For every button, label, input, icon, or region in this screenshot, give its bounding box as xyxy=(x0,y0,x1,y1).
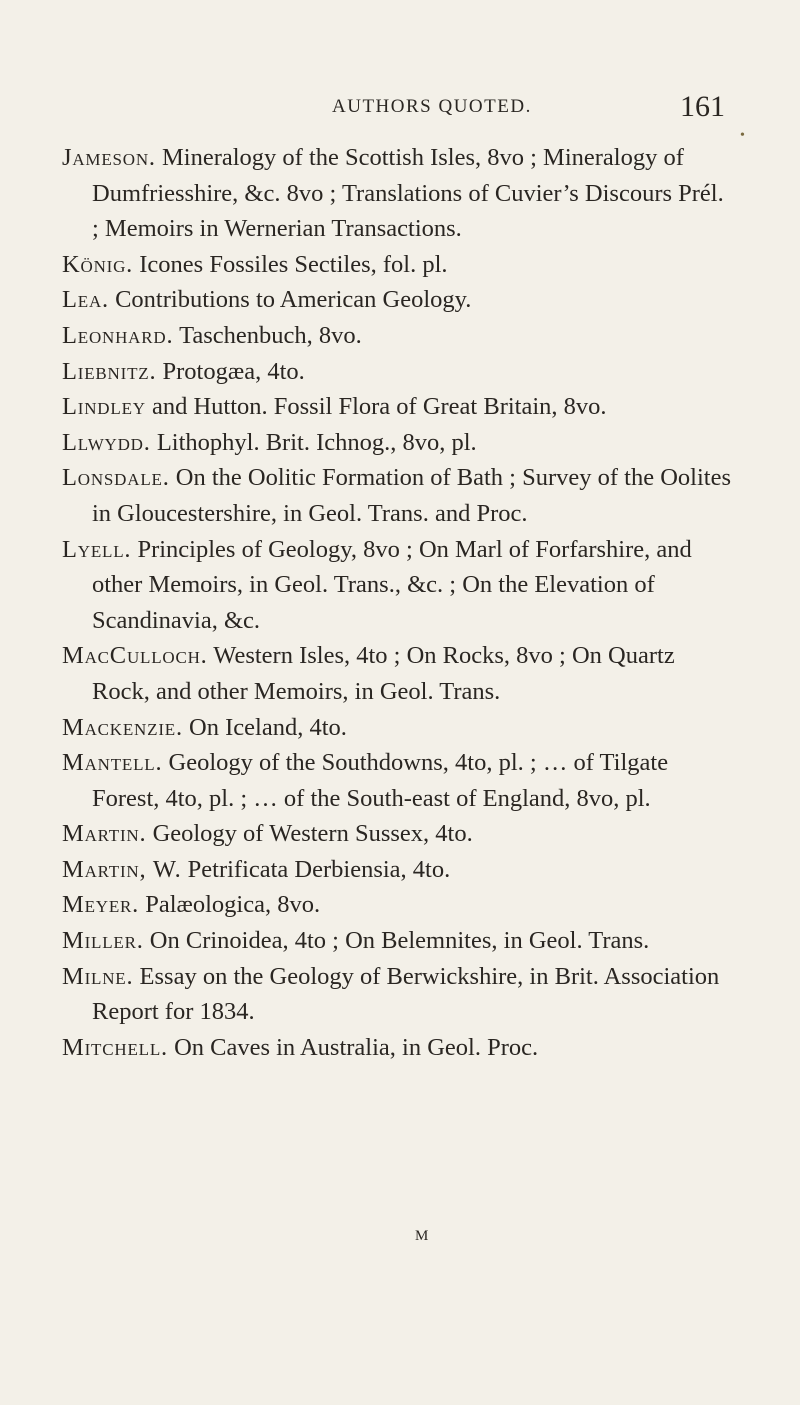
entry-text: On Crinoidea, 4to ; On Belemnites, in Geol. Trans. xyxy=(143,927,650,955)
author-entry xyxy=(62,140,732,247)
author-name: MacCulloch. xyxy=(62,642,208,670)
entry-text: Protogæa, 4to. xyxy=(156,357,305,385)
author-entry xyxy=(62,282,732,318)
entry-text: Lithophyl. Brit. Ichnog., 8vo, pl. xyxy=(150,428,477,456)
entry-text: Petrificata Derbiensia, 4to. xyxy=(181,855,451,883)
author-entry xyxy=(62,959,732,1030)
entry-text: Essay on the Geology of Berwickshire, in Brit. Association Report for 1834. xyxy=(92,962,720,1026)
signature-mark: M xyxy=(415,1228,429,1244)
author-entry xyxy=(62,710,732,746)
author-entry xyxy=(62,816,732,852)
entry-text: Contributions to American Geology. xyxy=(108,286,472,314)
author-name: Martin, W. xyxy=(62,855,182,883)
author-name: Miller. xyxy=(62,927,144,955)
author-name: Meyer. xyxy=(62,891,140,919)
entry-text: Mineralogy of the Scottish Isles, 8vo ; Mineralogy of Dumfriesshire, &c. 8vo ; Translations of Cuvier’s Discours Prél. ; Memoirs in Wernerian Transactions. xyxy=(92,144,724,243)
author-entry xyxy=(62,923,732,959)
author-name: Mantell. xyxy=(62,749,163,777)
entry-text: On Caves in Australia, in Geol. Proc. xyxy=(167,1033,539,1061)
author-entry xyxy=(62,532,732,639)
author-entry xyxy=(62,318,732,354)
author-list xyxy=(62,140,732,1065)
author-entry xyxy=(62,354,732,390)
author-name: Mitchell. xyxy=(62,1033,168,1061)
author-name: Milne. xyxy=(62,962,134,990)
entry-text: On the Oolitic Formation of Bath ; Survey of the Oolites in Gloucestershire, in Geol. Trans. and Proc. xyxy=(92,464,732,527)
author-entry xyxy=(62,460,732,531)
entry-text: On Iceland, 4to. xyxy=(182,713,347,741)
page-header xyxy=(0,90,800,143)
author-entry xyxy=(62,638,732,709)
author-name: Liebnitz. xyxy=(62,357,157,385)
author-name: Leonhard. xyxy=(62,321,174,349)
entry-text: Geology of Western Sussex, 4to. xyxy=(146,820,473,848)
author-name: Llwydd. xyxy=(62,428,151,456)
author-entry xyxy=(62,852,732,888)
author-name: Martin. xyxy=(62,820,147,848)
author-entry xyxy=(62,1030,732,1066)
author-entry xyxy=(62,425,732,461)
entry-text: Geology of the Southdowns, 4to, pl. ; … of Tilgate Forest, 4to, pl. ; … of the South-east of England, 8vo, pl. xyxy=(92,749,669,812)
author-name: Mackenzie. xyxy=(62,713,183,741)
entry-text: Taschenbuch, 8vo. xyxy=(173,321,362,349)
author-name: Lea. xyxy=(62,286,109,314)
author-name: Lyell. xyxy=(62,535,132,563)
running-head: AUTHORS QUOTED. xyxy=(332,96,532,117)
entry-text: Icones Fossiles Sectiles, fol. pl. xyxy=(133,250,448,278)
author-entry xyxy=(62,389,732,425)
author-entry xyxy=(62,247,732,283)
entry-text: and Hutton. Fossil Flora of Great Britain, 8vo. xyxy=(145,393,607,421)
entry-text: Western Isles, 4to ; On Rocks, 8vo ; On Quartz Rock, and other Memoirs, in Geol. Trans. xyxy=(92,642,675,705)
author-name: Lonsdale. xyxy=(62,464,170,492)
author-name: König. xyxy=(62,250,134,278)
author-name: Lindley xyxy=(62,393,146,421)
entry-text: Principles of Geology, 8vo ; On Marl of Forfarshire, and other Memoirs, in Geol. Trans., &c. ; On the Elevation of Scandinavia, &c. xyxy=(92,535,692,634)
author-entry xyxy=(62,887,732,923)
page-number: 161 xyxy=(680,90,725,123)
author-name: Jameson. xyxy=(62,144,156,171)
entry-text: Palæologica, 8vo. xyxy=(139,891,321,919)
corner-mark: • xyxy=(740,128,745,143)
author-entry xyxy=(62,745,732,816)
